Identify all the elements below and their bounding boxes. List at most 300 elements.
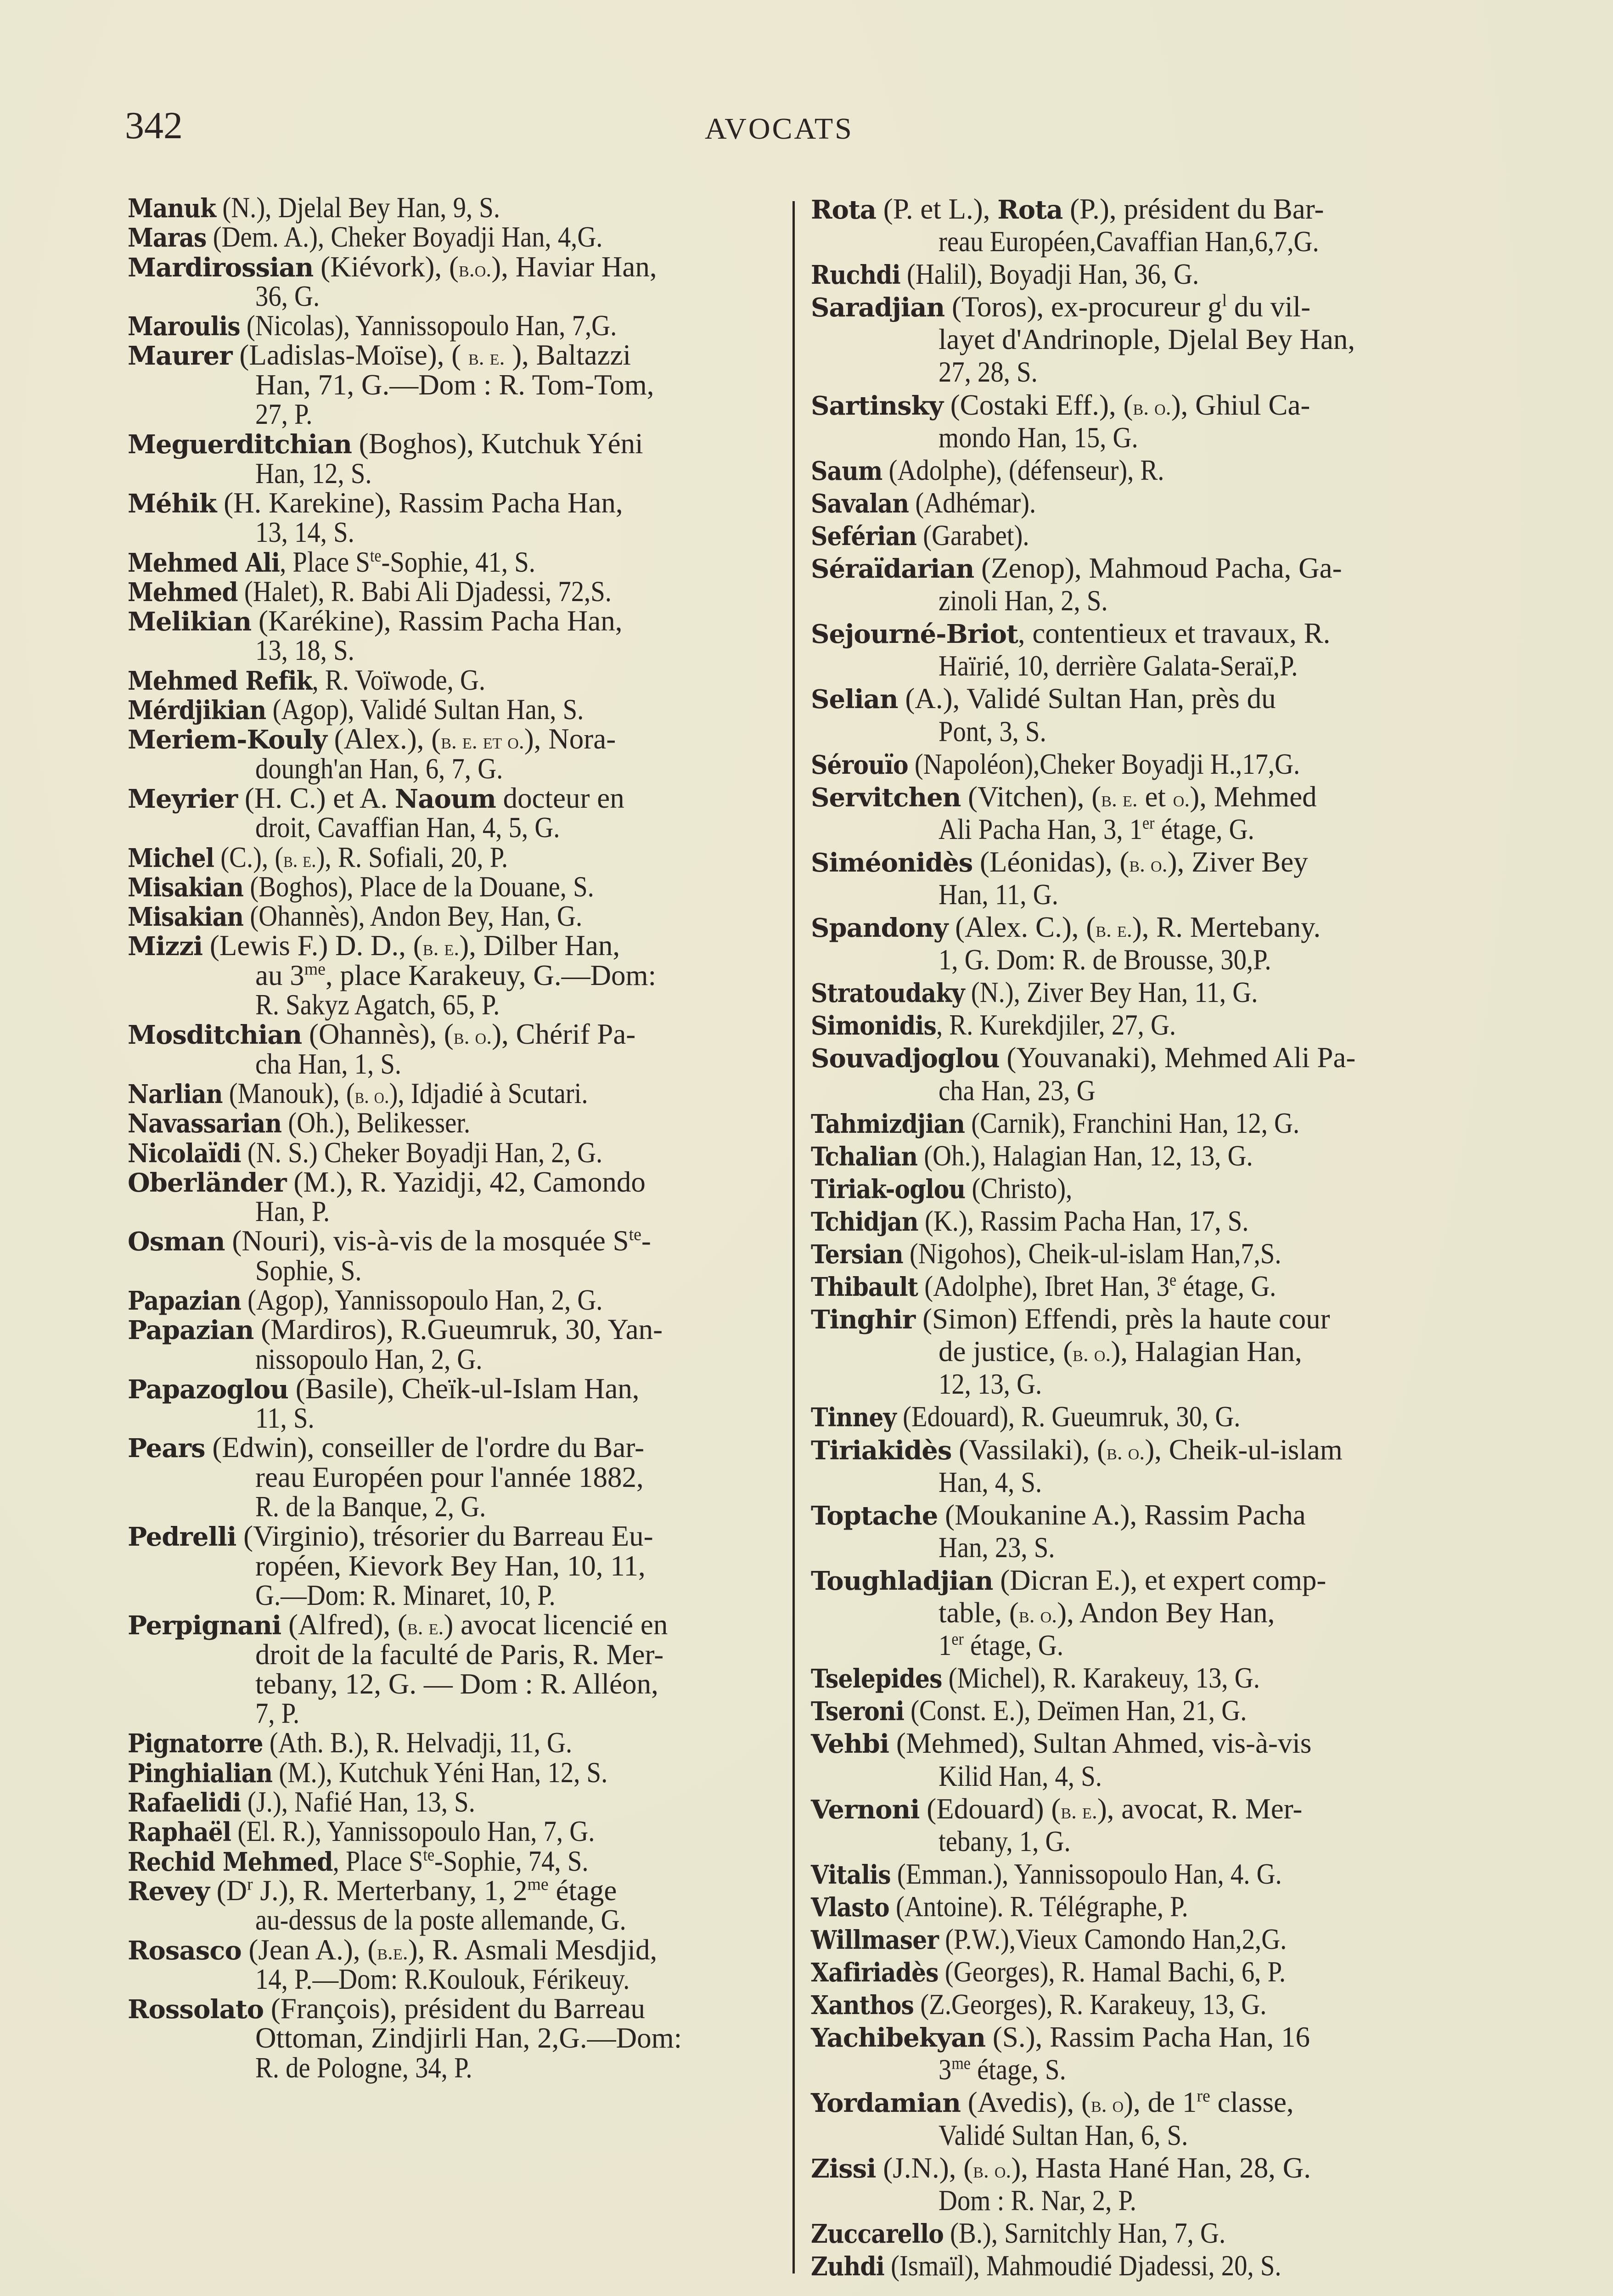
entry-continuation-line xyxy=(128,518,780,547)
entry-line xyxy=(811,1172,1463,1205)
line-text xyxy=(939,1760,1102,1793)
line-text xyxy=(128,665,485,696)
line-text xyxy=(939,323,1355,356)
entry-continuation-line xyxy=(128,2023,780,2053)
entry-line xyxy=(811,1205,1463,1238)
entry-text: ), Andon Bey Han, xyxy=(1057,1597,1275,1629)
entry-continuation-line xyxy=(811,1825,1463,1858)
lawyer-name: Zuccarello xyxy=(811,2218,944,2249)
line-text xyxy=(128,1876,617,1906)
lawyer-name: Vehbi xyxy=(811,1729,889,1760)
bar-affiliation: b. e. xyxy=(422,936,460,961)
entry-text: (Halil), Boyadji Han, 36, G. xyxy=(900,258,1199,291)
line-text xyxy=(128,1994,645,2024)
entry-text: Han, 11, G. xyxy=(939,878,1058,911)
entry-line xyxy=(811,1270,1463,1303)
entry-text: (Jean A.), ( xyxy=(241,1933,377,1966)
entry-text: Han, 12, S. xyxy=(255,457,372,490)
entry-line xyxy=(128,1433,780,1462)
entry-text: ), avocat, R. Mer- xyxy=(1097,1792,1303,1825)
entry-text: étage, S. xyxy=(970,2054,1066,2086)
entry-text: 12, 13, G. xyxy=(939,1368,1042,1401)
line-text xyxy=(128,1315,663,1345)
line-text xyxy=(128,931,620,963)
entry-text: ), Halagian Han, xyxy=(1111,1335,1302,1368)
lawyer-name: Perpignani xyxy=(128,1610,281,1641)
entry-continuation-line xyxy=(811,1368,1463,1401)
superscript: er xyxy=(951,1629,964,1649)
bar-affiliation: b. o. xyxy=(1073,1342,1111,1367)
line-text xyxy=(128,1374,640,1404)
line-text xyxy=(811,911,1321,946)
entry-continuation-line xyxy=(128,961,780,990)
entry-line xyxy=(128,1226,780,1255)
line-text xyxy=(811,1401,1240,1434)
lawyer-name: Vernoni xyxy=(811,1794,920,1825)
entry-text: du vil- xyxy=(1227,291,1311,323)
entry-line xyxy=(128,193,780,222)
lawyer-name: Papazoglou xyxy=(128,1374,288,1405)
entry-text: ), R. Sofiali, 20, P. xyxy=(316,841,508,873)
line-text xyxy=(128,311,617,341)
entry-text: (J.N.), ( xyxy=(876,2151,973,2184)
entry-text: , place Karakeuy, G.—Dom: xyxy=(325,959,657,991)
line-text xyxy=(255,1581,556,1610)
entry-line xyxy=(128,901,780,931)
entry-text: tebany, 1, G. xyxy=(939,1825,1071,1857)
entry-text: 3 xyxy=(939,2054,952,2086)
entry-text: table, ( xyxy=(939,1597,1019,1629)
lawyer-name: Tersian xyxy=(811,1239,903,1270)
line-text xyxy=(255,370,654,400)
entry-line xyxy=(128,1108,780,1137)
line-text xyxy=(128,843,508,875)
line-text xyxy=(811,682,1276,716)
superscript: te xyxy=(423,1845,435,1864)
entry-line xyxy=(811,1858,1463,1891)
entry-text: (H. C.) et A. xyxy=(237,782,395,814)
entry-continuation-line xyxy=(811,323,1463,356)
entry-line xyxy=(811,2086,1463,2119)
lawyer-name: Vlasto xyxy=(811,1892,889,1923)
entry-text: (Z.Georges), R. Karakeuy, 13, G. xyxy=(914,1988,1267,2021)
entry-text: (François), président du Barreau xyxy=(264,1992,646,2025)
entry-text: (Youvanaki), Mehmed Ali Pa- xyxy=(999,1041,1356,1074)
entry-text: (Adolphe), (défenseur), R. xyxy=(882,454,1164,486)
entry-text: (Napoléon),Cheker Boyadji H.,17,G. xyxy=(908,748,1300,780)
entry-text: (D xyxy=(209,1874,247,1907)
lawyer-name: Tiriak-oglou xyxy=(811,1174,966,1204)
entry-text: ), Ghiul Ca- xyxy=(1171,388,1310,421)
line-text xyxy=(255,1699,299,1728)
entry-text: (C.), ( xyxy=(214,841,284,873)
entry-continuation-line xyxy=(811,1335,1463,1368)
entry-continuation-line xyxy=(811,2054,1463,2086)
entry-line xyxy=(811,258,1463,291)
line-text xyxy=(255,1669,658,1699)
lawyer-name: Tahmizdjian xyxy=(811,1109,965,1139)
line-text xyxy=(255,1492,486,1521)
entry-text: R. de la Banque, 2, G. xyxy=(255,1491,486,1523)
entry-text: (Ohannès), ( xyxy=(302,1018,454,1051)
line-text xyxy=(128,488,623,518)
line-text xyxy=(128,1019,635,1052)
entry-text: de justice, ( xyxy=(939,1335,1073,1368)
line-text xyxy=(811,617,1330,651)
entry-text: docteur en xyxy=(495,782,624,814)
entry-text: (M.), R. Yazidji, 42, Camondo xyxy=(286,1165,646,1198)
entry-text: (Moukanine A.), Rassim Pacha xyxy=(938,1498,1306,1531)
entry-text: (Costaki Eff.), ( xyxy=(943,388,1133,421)
entry-text: (Boghos), Place de la Douane, S. xyxy=(243,870,594,903)
line-text xyxy=(811,1140,1253,1173)
entry-text: (P. et L.), xyxy=(876,193,998,225)
superscript: re xyxy=(1197,2086,1210,2106)
line-text xyxy=(939,585,1108,617)
bar-affiliation: b. e. xyxy=(283,847,316,872)
entry-text: ) avocat licencié en xyxy=(444,1609,668,1641)
entry-text: Haïrié, 10, derrière Galata-Seraï,P. xyxy=(939,650,1298,682)
entry-line xyxy=(128,872,780,901)
entry-continuation-line xyxy=(128,636,780,665)
line-text xyxy=(939,2184,1136,2217)
line-text xyxy=(255,459,372,488)
entry-text: Kilid Han, 4, S. xyxy=(939,1760,1102,1792)
entry-text: étage, G. xyxy=(1176,1270,1276,1303)
entry-text: (Simon) Effendi, près la haute cour xyxy=(915,1303,1330,1335)
line-text xyxy=(939,1466,1042,1499)
entry-text: (Nicolas), Yannissopoulo Han, 7,G. xyxy=(240,310,617,342)
entry-text: R. Sakyz Agatch, 65, P. xyxy=(255,989,500,1021)
lawyer-name: Narlian xyxy=(128,1079,223,1109)
entry-text: (Antoine). R. Télégraphe, P. xyxy=(889,1890,1188,1923)
entry-line xyxy=(128,1521,780,1551)
bar-affiliation: b. o xyxy=(1090,2093,1124,2117)
lawyer-name: Pears xyxy=(128,1433,205,1464)
line-text xyxy=(128,222,602,253)
entry-text: étage, G. xyxy=(963,1629,1064,1662)
lawyer-name: Spandony xyxy=(811,913,948,944)
line-text xyxy=(939,1075,1096,1107)
line-text xyxy=(811,846,1308,881)
page-number: 342 xyxy=(125,104,183,147)
lawyer-name: Tinghir xyxy=(811,1305,916,1335)
entry-continuation-line xyxy=(811,2184,1463,2217)
entry-text: (Edouard), R. Gueumruk, 30, G. xyxy=(896,1401,1241,1433)
bar-affiliation: b. e. xyxy=(468,345,505,370)
line-text xyxy=(939,1368,1042,1401)
entry-text: (Alex.), ( xyxy=(326,723,441,755)
line-text xyxy=(128,695,584,725)
line-text xyxy=(939,1335,1302,1370)
entry-line xyxy=(128,222,780,252)
lawyer-name: Mehmed Refik xyxy=(128,665,312,696)
entry-continuation-line xyxy=(128,1640,780,1669)
lawyer-name: Zuhdi xyxy=(811,2251,884,2282)
lawyer-name: Tchidjan xyxy=(811,1206,918,1237)
entry-text: (El. R.), Yannissopoulo Han, 7, G. xyxy=(231,1815,595,1848)
lawyer-name: Maras xyxy=(128,223,207,253)
superscript: me xyxy=(951,2054,971,2073)
entry-text: Han, 4, S. xyxy=(939,1466,1042,1498)
entry-text: (Virginio), trésorier du Barreau Eu- xyxy=(236,1520,653,1553)
lawyer-name: Toptache xyxy=(811,1500,938,1531)
entry-text: layet d'Andrinople, Djelal Bey Han, xyxy=(939,323,1355,356)
entry-text: ), Idjadié à Scutari. xyxy=(389,1077,588,1109)
entry-text: J.), R. Merterbany, 1, 2 xyxy=(253,1874,528,1907)
superscript: r xyxy=(247,1874,253,1894)
line-text xyxy=(939,878,1058,911)
entry-text: , R. Voïwode, G. xyxy=(312,664,486,696)
lawyer-name: Tchalian xyxy=(811,1141,918,1172)
line-text xyxy=(128,1167,646,1198)
line-text xyxy=(811,976,1258,1010)
entry-continuation-line xyxy=(128,1197,780,1226)
lawyer-name: Maroulis xyxy=(128,311,240,342)
line-text xyxy=(939,813,1254,846)
entry-line xyxy=(811,1434,1463,1466)
entry-text: 11, S. xyxy=(255,1402,315,1435)
entry-line xyxy=(128,1019,780,1049)
entry-continuation-line xyxy=(811,422,1463,454)
line-text xyxy=(811,1107,1299,1141)
bar-affiliation: b.o. xyxy=(459,257,492,281)
bar-affiliation: b. o. xyxy=(1107,1440,1145,1464)
entry-continuation-line xyxy=(811,650,1463,682)
lawyer-name: Sejourné-Briot xyxy=(811,619,1018,650)
lawyer-name: Rechid Mehmed xyxy=(128,1846,333,1877)
entry-line xyxy=(811,2217,1463,2250)
entry-text: (Agop), Validé Sultan Han, S. xyxy=(266,693,584,726)
entry-line xyxy=(811,1303,1463,1335)
entry-text: 36, G. xyxy=(255,280,320,312)
line-text xyxy=(128,1610,668,1642)
line-text xyxy=(255,400,312,429)
column-left xyxy=(128,193,780,2082)
lawyer-name: Rosasco xyxy=(128,1935,242,1966)
lawyer-name: Mérdjikian xyxy=(128,695,266,726)
superscript: l xyxy=(1222,291,1227,310)
entry-text: reau Européen,Cavaffian Han,6,7,G. xyxy=(939,225,1319,258)
entry-line xyxy=(811,911,1463,944)
line-text xyxy=(128,1728,572,1758)
lawyer-name: Maurer xyxy=(128,341,232,371)
lawyer-name: Servitchen xyxy=(811,782,961,813)
lawyer-name: Rota xyxy=(997,195,1063,225)
entry-text: ), Mehmed xyxy=(1190,780,1317,813)
line-text xyxy=(939,356,1038,388)
line-text xyxy=(255,961,656,990)
entry-text: (Avedis), ( xyxy=(960,2086,1091,2119)
line-text xyxy=(811,1303,1330,1336)
entry-line xyxy=(811,682,1463,715)
line-text xyxy=(811,1662,1260,1695)
lawyer-name: Navassarian xyxy=(128,1109,282,1139)
entry-line xyxy=(128,606,780,636)
lawyer-name: Misakian xyxy=(128,872,244,903)
entry-text: (Mardiros), R.Gueumruk, 30, Yan- xyxy=(253,1313,663,1346)
entry-text: (Ismaïl), Mahmoudié Djadessi, 20, S. xyxy=(884,2249,1281,2282)
line-text xyxy=(811,1891,1188,1924)
entry-line xyxy=(811,1923,1463,1956)
line-text xyxy=(255,1905,626,1935)
lawyer-name: Melikian xyxy=(128,607,252,637)
entry-text: ), de 1 xyxy=(1124,2086,1197,2119)
lawyer-name: Rossolato xyxy=(128,1994,264,2025)
entry-continuation-line xyxy=(811,1597,1463,1629)
entry-text: (Nouri), vis-à-vis de la mosquée S xyxy=(225,1225,629,1257)
line-text xyxy=(939,2054,1066,2086)
column-divider xyxy=(792,201,795,2273)
entry-text: (N.), Ziver Bey Han, 11, G. xyxy=(964,976,1258,1009)
line-text xyxy=(811,1727,1311,1761)
entry-line xyxy=(128,311,780,340)
line-text xyxy=(811,1172,1072,1206)
entry-text: (N.), Djelal Bey Han, 9, S. xyxy=(216,191,500,224)
lawyer-name: Rafaelidi xyxy=(128,1788,241,1818)
lawyer-name: Saradjian xyxy=(811,293,945,323)
entry-line xyxy=(811,1041,1463,1074)
entry-text: au 3 xyxy=(255,959,304,991)
entry-line xyxy=(128,931,780,960)
entry-line xyxy=(128,1935,780,1964)
entry-continuation-line xyxy=(128,1463,780,1492)
entry-text: (Const. E.), Deïmen Han, 21, G. xyxy=(904,1694,1247,1727)
entry-continuation-line xyxy=(128,990,780,1019)
entry-line xyxy=(128,252,780,281)
lawyer-name: Michel xyxy=(128,843,214,873)
entry-line xyxy=(128,1728,780,1757)
entry-line xyxy=(128,1138,780,1167)
entry-text: étage xyxy=(548,1874,617,1907)
lawyer-name: Meguerditchian xyxy=(128,429,352,460)
line-text xyxy=(811,1564,1326,1598)
lawyer-name: Ruchdi xyxy=(811,260,900,291)
entry-continuation-line xyxy=(128,813,780,842)
entry-text: 27, P. xyxy=(255,398,313,431)
entry-text: ), Baltazzi xyxy=(505,339,631,371)
entry-text: au-dessus de la poste allemande, G. xyxy=(255,1904,626,1936)
entry-line xyxy=(128,1610,780,1639)
lawyer-name: Meyrier xyxy=(128,783,238,814)
entry-text: ), Haviar Han, xyxy=(491,250,657,283)
entry-line xyxy=(128,1817,780,1846)
entry-continuation-line xyxy=(128,1699,780,1728)
line-text xyxy=(128,783,624,814)
line-text xyxy=(939,1597,1275,1632)
line-text xyxy=(128,1226,651,1256)
entry-text: 1 xyxy=(939,1629,952,1662)
entry-text: (P.W.),Vieux Camondo Han,2,G. xyxy=(939,1923,1287,1955)
lawyer-name: Pinghialian xyxy=(128,1758,273,1789)
line-text xyxy=(255,1551,646,1581)
entry-line xyxy=(811,2152,1463,2184)
entry-continuation-line xyxy=(128,1964,780,1994)
line-text xyxy=(128,340,631,372)
entry-text: (J.), Nafié Han, 13, S. xyxy=(241,1786,475,1818)
line-text xyxy=(128,1787,475,1818)
line-text xyxy=(128,429,643,459)
entry-line xyxy=(811,1140,1463,1172)
entry-text: reau Européen pour l'année 1882, xyxy=(255,1461,644,1493)
entry-text: (Christo), xyxy=(965,1172,1073,1204)
entry-line xyxy=(128,695,780,724)
bar-affiliation: b. o. xyxy=(973,2158,1012,2183)
lawyer-name: Xafiriadès xyxy=(811,1958,939,1988)
entry-continuation-line xyxy=(811,1760,1463,1793)
lawyer-name: Vitalis xyxy=(811,1859,891,1890)
entry-text: (Carnik), Franchini Han, 12, G. xyxy=(965,1107,1300,1139)
entry-line xyxy=(128,488,780,518)
lawyer-name: Yachibekyan xyxy=(811,2023,986,2054)
entry-text: -Sophie, 41, S. xyxy=(381,546,535,578)
entry-text: (Vitchen), ( xyxy=(961,780,1102,813)
entry-text: (Ohannès), Andon Bey, Han, G. xyxy=(243,900,583,933)
line-text xyxy=(811,2217,1225,2251)
line-text xyxy=(811,454,1164,488)
entry-continuation-line xyxy=(128,754,780,783)
entry-line xyxy=(128,429,780,458)
entry-continuation-line xyxy=(128,1403,780,1433)
lawyer-name: Nicolaïdi xyxy=(128,1138,241,1169)
lawyer-name: Seférian xyxy=(811,521,917,551)
entry-text: R. de Pologne, 34, P. xyxy=(255,2051,472,2084)
entry-text: (Nigohos), Cheik-ul-islam Han,7,S. xyxy=(903,1238,1281,1270)
entry-text: (Alfred), ( xyxy=(281,1609,407,1641)
lawyer-name: Willmaser xyxy=(811,1925,939,1955)
line-text xyxy=(255,1345,483,1374)
entry-continuation-line xyxy=(811,1075,1463,1107)
line-text xyxy=(255,754,503,783)
line-text xyxy=(811,1499,1306,1532)
entry-line xyxy=(811,1793,1463,1825)
entry-text: , contentieux et travaux, R. xyxy=(1017,617,1331,650)
line-text xyxy=(811,1793,1302,1828)
entry-line xyxy=(811,1564,1463,1597)
entry-text: (Adolphe), Ibret Han, 3 xyxy=(918,1270,1170,1303)
entry-continuation-line xyxy=(811,944,1463,976)
entry-text: Ali Pacha Han, 3, 1 xyxy=(939,813,1143,845)
entry-line xyxy=(128,783,780,813)
line-text xyxy=(811,1009,1176,1042)
entry-text: (H. Karekine), Rassim Pacha Han, xyxy=(216,486,623,519)
line-text xyxy=(811,389,1310,424)
entry-text: ), Dilber Han, xyxy=(459,929,620,962)
entry-line xyxy=(128,340,780,370)
entry-line xyxy=(811,389,1463,422)
entry-continuation-line xyxy=(811,1466,1463,1499)
line-text xyxy=(939,1629,1063,1662)
line-text xyxy=(255,2053,472,2082)
bar-affiliation: b.e. xyxy=(377,1940,408,1964)
line-text xyxy=(811,291,1310,324)
line-text xyxy=(128,577,612,607)
entry-text: (Garabet). xyxy=(916,519,1029,551)
entry-text: (Boghos), Kutchuk Yéni xyxy=(352,428,643,460)
line-text xyxy=(939,715,1046,748)
entry-line xyxy=(811,1891,1463,1923)
line-text xyxy=(255,813,560,842)
line-text xyxy=(939,650,1298,682)
line-text xyxy=(811,487,1036,520)
lawyer-name: Papazian xyxy=(128,1315,254,1346)
line-text xyxy=(811,1270,1276,1304)
bar-affiliation: b. o. xyxy=(354,1083,389,1108)
entry-line xyxy=(811,454,1463,487)
lawyer-name: Souvadjoglou xyxy=(811,1043,1000,1074)
superscript: te xyxy=(370,546,382,565)
entry-line xyxy=(128,1285,780,1315)
